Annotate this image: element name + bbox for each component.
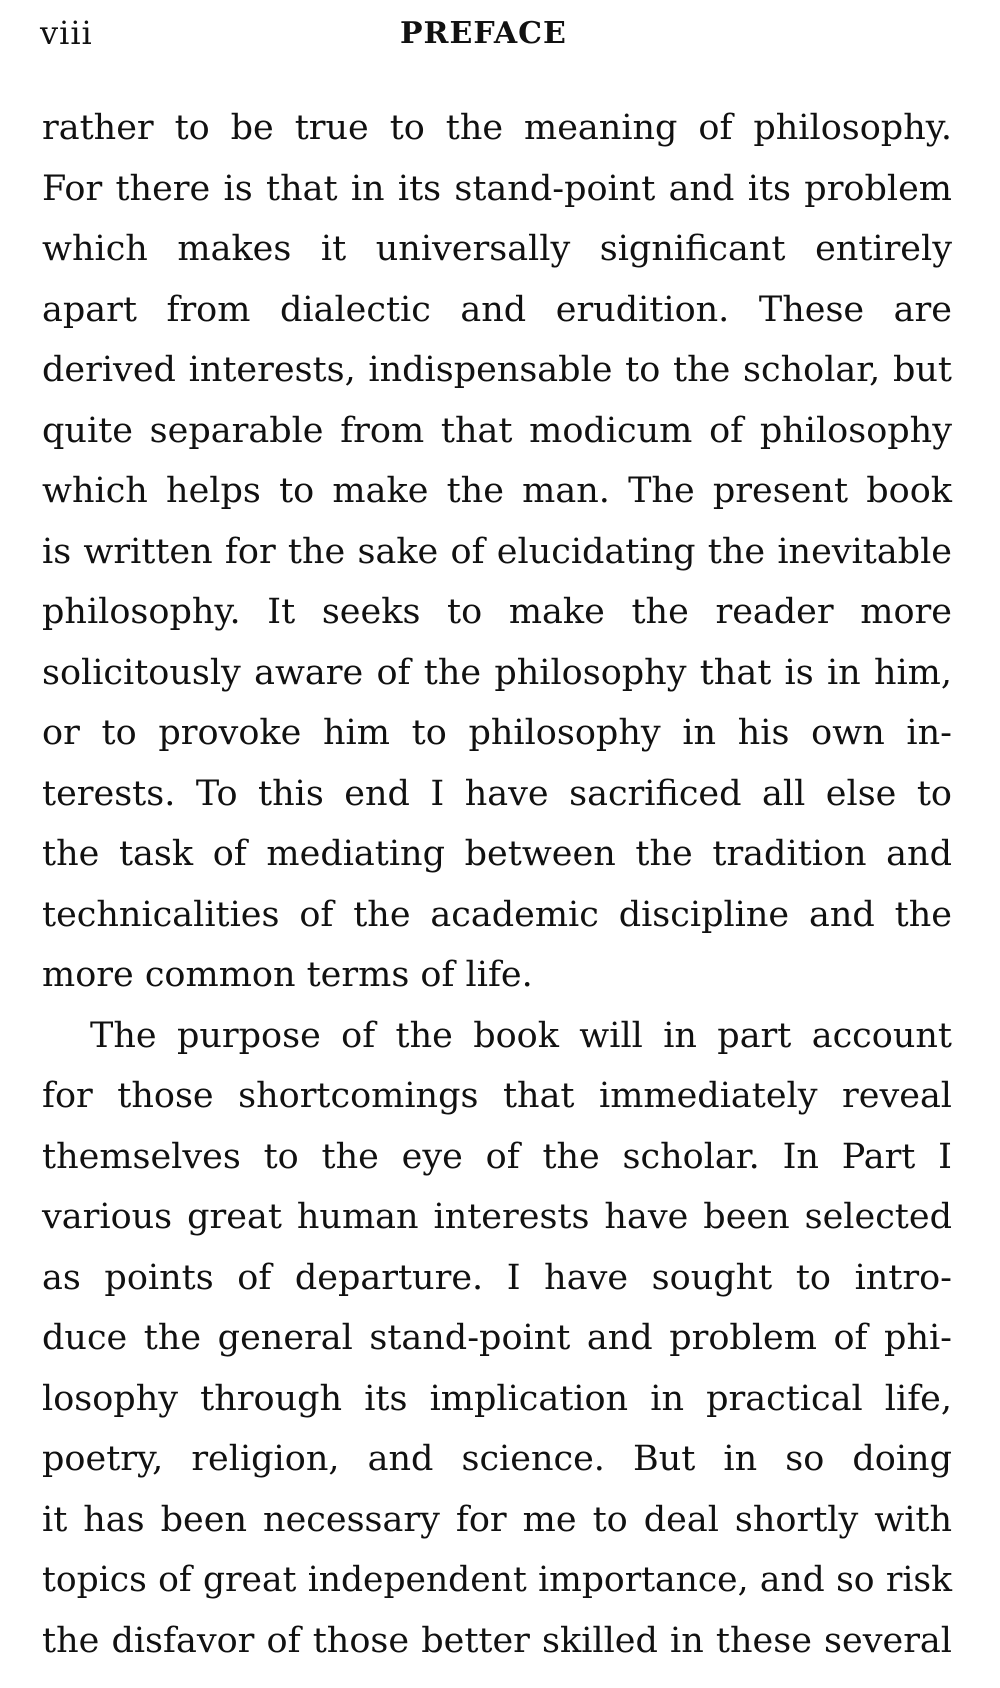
- text-line: apart from dialectic and erudition. These are: [42, 289, 952, 330]
- page-header: [40, 14, 940, 64]
- text-line: themselves to the eye of the scholar. In Part I: [42, 1136, 952, 1177]
- text-line: terests. To this end I have sacrificed all else to: [42, 773, 952, 814]
- text-line: it has been necessary for me to deal shortly with: [42, 1499, 952, 1540]
- paragraph-2: [42, 1006, 952, 1672]
- text-line: quite separable from that modicum of philosophy: [42, 410, 952, 451]
- text-line: for those shortcomings that immediately reveal: [42, 1076, 952, 1116]
- paragraph-1: [42, 98, 952, 1006]
- text-line: which makes it universally significant entirely: [42, 229, 952, 269]
- body-text: [42, 98, 952, 1671]
- text-line: as points of departure. I have sought to intro-: [42, 1257, 952, 1298]
- text-line: losophy through its implication in practical life,: [42, 1378, 952, 1419]
- text-line: derived interests, indispensable to the scholar, but: [42, 350, 952, 390]
- page-number: viii: [40, 14, 93, 52]
- text-line: duce the general stand-point and problem of phi-: [42, 1318, 952, 1358]
- text-line: rather to be true to the meaning of philosophy.: [42, 108, 952, 148]
- text-line: or to provoke him to philosophy in his own in-: [42, 713, 952, 753]
- text-line: the disfavor of those better skilled in these several: [42, 1620, 952, 1661]
- text-line: various great human interests have been selected: [42, 1197, 952, 1237]
- text-line: For there is that in its stand-point and its problem: [42, 168, 952, 209]
- text-line: solicitously aware of the philosophy that is in him,: [42, 652, 952, 693]
- text-line: The purpose of the book will in part account: [90, 1015, 952, 1056]
- text-line: which helps to make the man. The present book: [42, 471, 952, 511]
- text-line: philosophy. It seeks to make the reader more: [42, 592, 952, 632]
- running-head: PREFACE: [400, 16, 567, 51]
- text-line: the task of mediating between the tradition and: [42, 834, 952, 874]
- text-line: poetry, religion, and science. But in so doing: [42, 1439, 952, 1479]
- text-line: more common terms of life.: [42, 955, 533, 995]
- text-line: technicalities of the academic discipline and the: [42, 894, 952, 935]
- text-line: is written for the sake of elucidating the inevitable: [42, 531, 952, 572]
- text-line: topics of great independent importance, and so risk: [42, 1560, 952, 1600]
